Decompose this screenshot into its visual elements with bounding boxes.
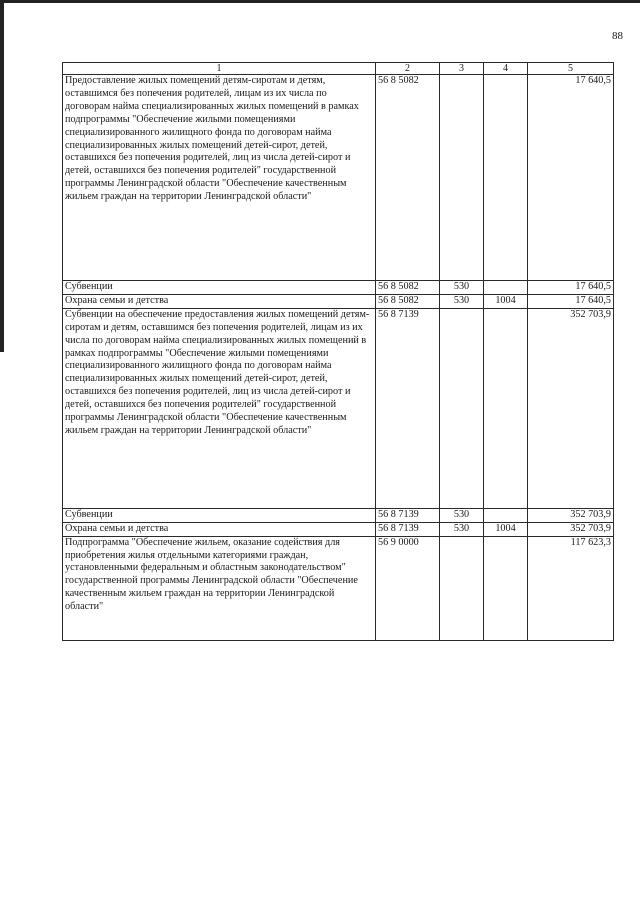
row-code: 56 8 5082 bbox=[376, 75, 440, 281]
header-col-1: 1 bbox=[63, 63, 376, 75]
row-section bbox=[484, 308, 528, 508]
row-section bbox=[484, 75, 528, 281]
table-row bbox=[63, 308, 614, 508]
row-section bbox=[484, 536, 528, 640]
row-amount: 17 640,5 bbox=[528, 75, 614, 281]
table-header-row bbox=[63, 63, 614, 75]
header-col-3: 3 bbox=[440, 63, 484, 75]
row-code: 56 8 7139 bbox=[376, 522, 440, 536]
row-section: 1004 bbox=[484, 294, 528, 308]
row-type bbox=[440, 536, 484, 640]
row-code: 56 8 7139 bbox=[376, 508, 440, 522]
row-description: Субвенции на обеспечение предоставления жилых помещений детям-сиротам и детям, оставшимся без попечения родителей, лицам из их числа по договорам найма специализированных жилых помещений в рамках подпрограммы "Обеспечение жилыми помещениями специализированного жилищного фонда по договорам найма специализированных жилых помещений детей-сирот, детей, оставшихся без попечения родителей, лиц из числа детей-сирот и детей, оставшихся без попечения родителей" государственной программы Ленинградской области "Обеспечение качественным жильем граждан на территории Ленинградской области" bbox=[63, 308, 376, 508]
page-number: 88 bbox=[612, 30, 623, 42]
table-row bbox=[63, 281, 614, 295]
table-row bbox=[63, 536, 614, 640]
row-type: 530 bbox=[440, 281, 484, 295]
row-code: 56 8 7139 bbox=[376, 308, 440, 508]
header-col-4: 4 bbox=[484, 63, 528, 75]
row-type: 530 bbox=[440, 522, 484, 536]
row-type: 530 bbox=[440, 508, 484, 522]
row-section: 1004 bbox=[484, 522, 528, 536]
row-amount: 117 623,3 bbox=[528, 536, 614, 640]
row-amount: 352 703,9 bbox=[528, 308, 614, 508]
budget-table bbox=[62, 62, 614, 641]
row-code: 56 8 5082 bbox=[376, 281, 440, 295]
page-top-edge bbox=[0, 0, 640, 3]
table-row bbox=[63, 508, 614, 522]
row-type bbox=[440, 308, 484, 508]
row-section bbox=[484, 281, 528, 295]
row-description: Охрана семьи и детства bbox=[63, 522, 376, 536]
table-row bbox=[63, 294, 614, 308]
row-amount: 352 703,9 bbox=[528, 522, 614, 536]
row-amount: 17 640,5 bbox=[528, 281, 614, 295]
table-row bbox=[63, 522, 614, 536]
row-code: 56 8 5082 bbox=[376, 294, 440, 308]
row-section bbox=[484, 508, 528, 522]
table-row bbox=[63, 75, 614, 281]
row-description: Субвенции bbox=[63, 281, 376, 295]
row-amount: 352 703,9 bbox=[528, 508, 614, 522]
page-left-edge bbox=[0, 0, 4, 352]
row-amount: 17 640,5 bbox=[528, 294, 614, 308]
row-code: 56 9 0000 bbox=[376, 536, 440, 640]
row-description: Предоставление жилых помещений детям-сиротам и детям, оставшимся без попечения родителей, лицам из их числа по договорам найма специализированных жилых помещений в рамках подпрограммы "Обеспечение жилыми помещениями специализированного жилищного фонда по договорам найма специализированных жилых помещений детей-сирот, детей, оставшихся без попечения родителей, лиц из числа детей-сирот и детей, оставшихся без попечения родителей" государственной программы Ленинградской области "Обеспечение качественным жильем граждан на территории Ленинградской области" bbox=[63, 75, 376, 281]
row-type: 530 bbox=[440, 294, 484, 308]
header-col-5: 5 bbox=[528, 63, 614, 75]
row-type bbox=[440, 75, 484, 281]
row-description: Охрана семьи и детства bbox=[63, 294, 376, 308]
header-col-2: 2 bbox=[376, 63, 440, 75]
row-description: Субвенции bbox=[63, 508, 376, 522]
row-description: Подпрограмма "Обеспечение жильем, оказание содействия для приобретения жилья отдельными категориями граждан, установленными федеральным и областным законодательством" государственной программы Ленинградской области "Обеспечение качественным жильем граждан на территории Ленинградской области" bbox=[63, 536, 376, 640]
